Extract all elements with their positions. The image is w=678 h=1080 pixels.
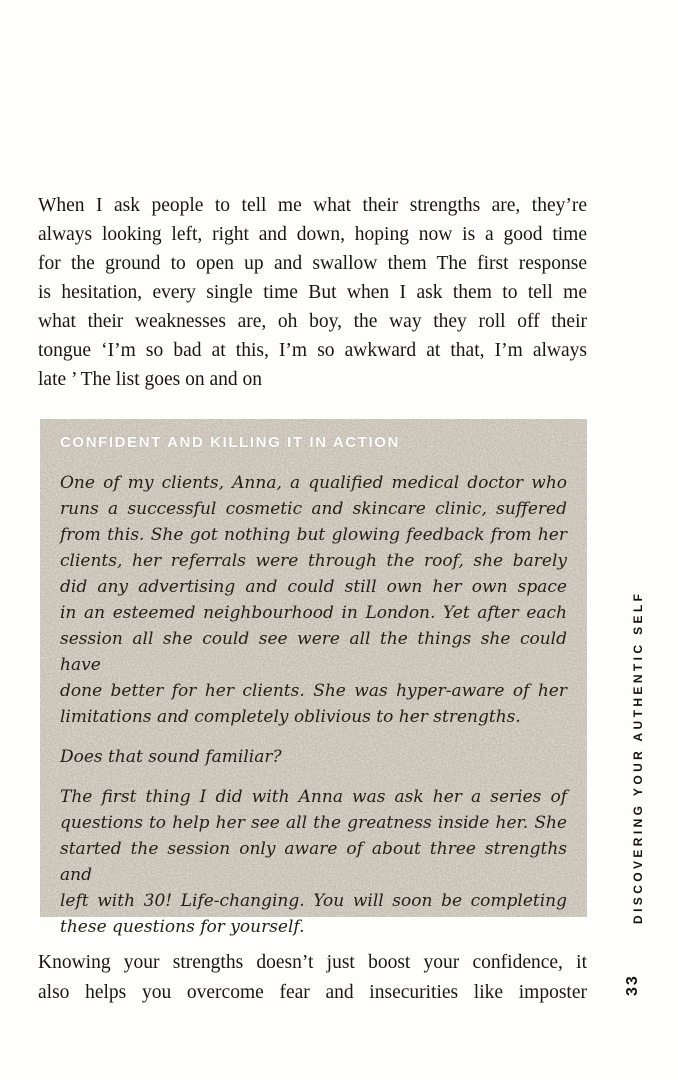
callout-paragraph-result: The first thing I did with Anna was ask her a series of questions to help her see all the greatness inside her. She started the session only aware of about three strengths and left with 30! Life-changing. You will soon be completing these questions for yourself. xyxy=(60,787,567,937)
callout-paragraph-question: Does that sound familiar? xyxy=(60,747,282,767)
closing-paragraph: Knowing your strengths doesn’t just boost your confidence, it also helps you overcome fear and insecurities like imposter xyxy=(38,952,587,1003)
callout-content xyxy=(40,419,587,940)
intro-paragraph: When I ask people to tell me what their strengths are, they’re always looking left, right and down, hoping now is a good time for the ground to open up and swallow them The first response is hesitation, every single time But when I ask them to tell me what their weaknesses are, oh boy, the way they roll off their tongue ‘I’m so bad at this, I’m so awkward at that, I’m always late ’ The list goes on and on xyxy=(38,195,587,390)
callout-paragraph-anna: One of my clients, Anna, a qualified medical doctor who runs a successful cosmetic and skincare clinic, suffered from this. She got nothing but glowing feedback from her clients, her referrals were through the roof, she barely did any advertising and could still own her own space in an esteemed neighbourhood in London. Yet after each session all she could see were all the things she could have done better for her clients. She was hyper-aware of her limitations and completely oblivious to her strengths. xyxy=(60,473,567,727)
callout-header: CONFIDENT AND KILLING IT IN ACTION xyxy=(60,434,400,451)
page-number: 33 xyxy=(624,974,641,996)
callout-box xyxy=(40,419,587,937)
chapter-title-vertical: DISCOVERING YOUR AUTHENTIC SELF xyxy=(631,590,645,924)
